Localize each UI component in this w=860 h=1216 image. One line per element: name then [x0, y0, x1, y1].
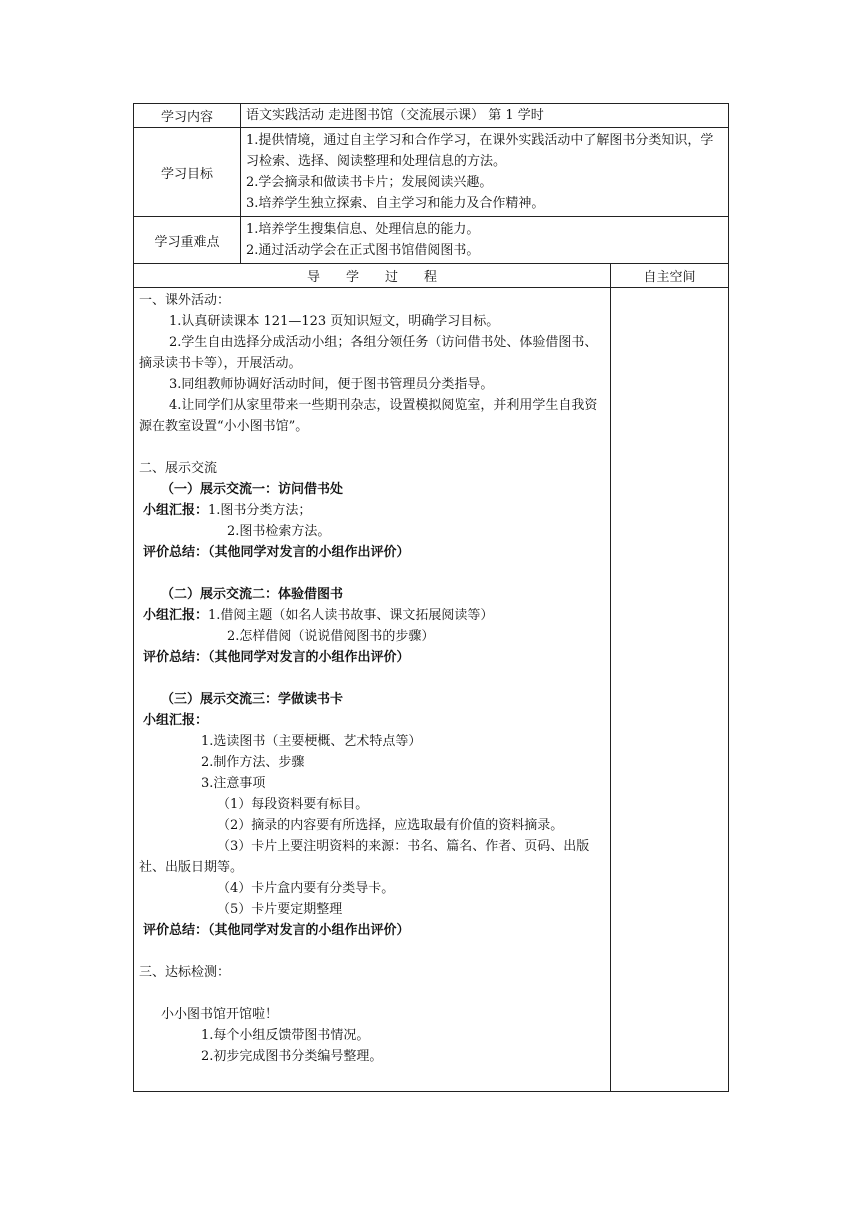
eval-label: 评价总结： [143, 545, 209, 560]
eval-text: （其他同学对发言的小组作出评价） [208, 650, 410, 665]
section1-item: 4.让同学们从家里带来一些期刊杂志，设置模拟阅览室，并利用学生自我资源在教室设置“小小图书馆”。 [139, 398, 598, 434]
note-item: （1）每段资料要有标目。 [217, 797, 369, 812]
section3-title: 三、达标检测： [139, 965, 231, 980]
report-item: 1.图书分类方法； [208, 503, 312, 518]
section3-item: 1.每个小组反馈带图书情况。 [201, 1028, 370, 1043]
eval-label: 评价总结： [143, 923, 209, 938]
exchange1-title: （一）展示交流一：访问借书处 [161, 482, 344, 497]
header-process: 导 学 过 程 [134, 264, 611, 288]
row-goals [134, 128, 729, 217]
row-content [134, 104, 729, 128]
report-label: 小组汇报： [143, 503, 209, 518]
report-item: 1.选读图书（主要梗概、艺术特点等） [201, 734, 422, 749]
keypoint-item: 1.培养学生搜集信息、处理信息的能力。 [246, 222, 480, 237]
row-header [134, 264, 729, 288]
section2-title: 二、展示交流 [139, 461, 218, 476]
process-content [134, 288, 611, 1092]
row-body [134, 288, 729, 1092]
value-goals [241, 128, 729, 217]
note-item: （5）卡片要定期整理 [217, 902, 343, 917]
report-item: 2.制作方法、步骤 [201, 755, 305, 770]
section1-item: 3.同组教师协调好活动时间，便于图书管理员分类指导。 [169, 377, 494, 392]
label-goals: 学习目标 [134, 128, 241, 217]
eval-text: （其他同学对发言的小组作出评价） [208, 545, 410, 560]
value-content: 语文实践活动 走进图书馆（交流展示课） 第 1 学时 [241, 104, 729, 128]
note-item: （4）卡片盒内要有分类导卡。 [217, 881, 395, 896]
report-item: 1.借阅主题（如名人读书故事、课文拓展阅读等） [208, 608, 494, 623]
keypoint-item: 2.通过活动学会在正式图书馆借阅图书。 [246, 243, 480, 258]
lesson-plan-sheet [133, 103, 728, 1092]
value-keypoints [241, 217, 729, 264]
self-space-area[interactable] [611, 288, 729, 1092]
section1-title: 一、课外活动： [139, 293, 231, 308]
section3-lead: 小小图书馆开馆啦！ [161, 1007, 279, 1022]
lesson-plan-table [133, 103, 729, 1092]
report-item: 3.注意事项 [201, 776, 266, 791]
report-item: 2.图书检索方法。 [227, 524, 331, 539]
label-content: 学习内容 [134, 104, 241, 128]
section1-item: 1.认真研读课本 121—123 页知识短文，明确学习目标。 [169, 314, 500, 329]
note-item: （3）卡片上要注明资料的来源：书名、篇名、作者、页码、出版社、出版日期等。 [139, 839, 590, 875]
goal-item: 3.培养学生独立探索、自主学习和能力及合作精神。 [246, 196, 545, 211]
exchange2-title: （二）展示交流二：体验借图书 [161, 587, 344, 602]
report-label: 小组汇报： [143, 713, 209, 728]
goal-item: 1.提供情境，通过自主学习和合作学习，在课外实践活动中了解图书分类知识，学习检索、选择、阅读整理和处理信息的方法。 [246, 133, 714, 169]
section1-item: 2.学生自由选择分成活动小组；各组分领任务（访问借书处、体验借图书、摘录读书卡等），开展活动。 [139, 335, 598, 371]
eval-label: 评价总结： [143, 650, 209, 665]
goal-item: 2.学会摘录和做读书卡片；发展阅读兴趣。 [246, 175, 493, 190]
eval-text: （其他同学对发言的小组作出评价） [208, 923, 410, 938]
header-space: 自主空间 [611, 264, 729, 288]
note-item: （2）摘录的内容要有所选择，应选取最有价值的资料摘录。 [217, 818, 564, 833]
section3-item: 2.初步完成图书分类编号整理。 [201, 1049, 383, 1064]
exchange3-title: （三）展示交流三：学做读书卡 [161, 692, 344, 707]
label-keypoints: 学习重难点 [134, 217, 241, 264]
report-item: 2.怎样借阅（说说借阅图书的步骤） [227, 629, 435, 644]
report-label: 小组汇报： [143, 608, 209, 623]
row-keypoints [134, 217, 729, 264]
